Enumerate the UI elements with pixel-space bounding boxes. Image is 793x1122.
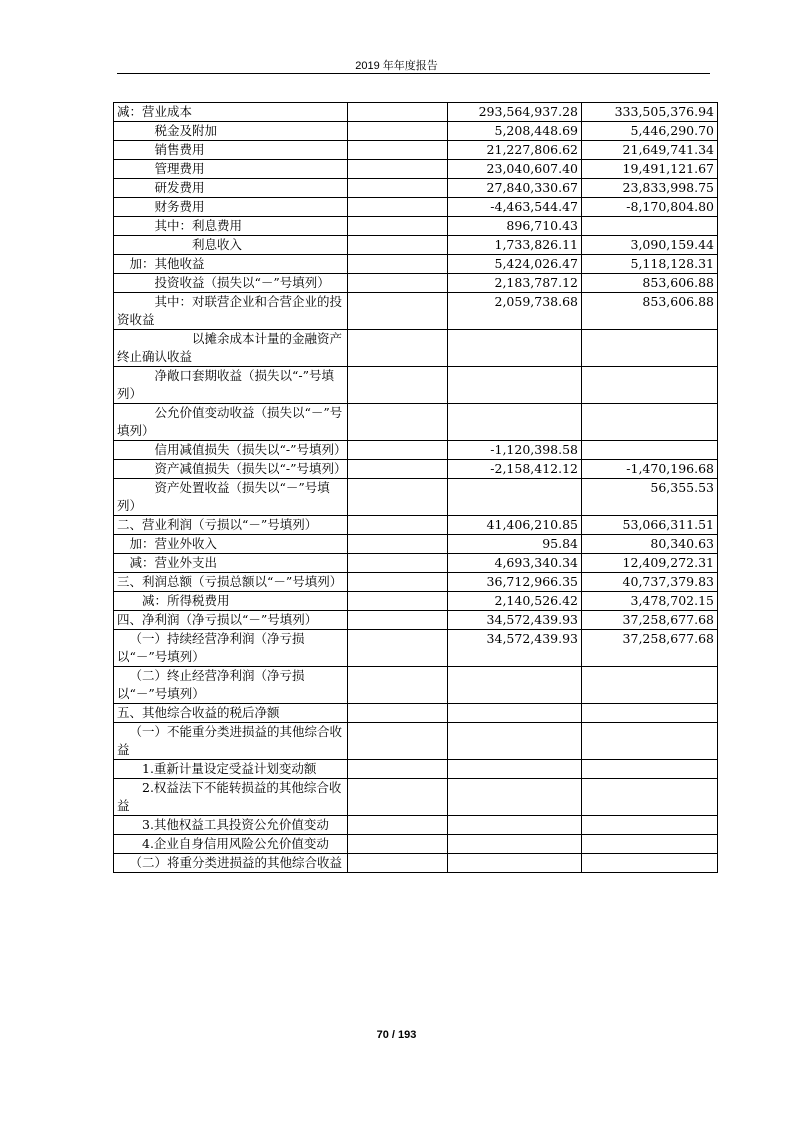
table-row	[114, 198, 718, 217]
row-item-label: 加：营业外收入	[114, 535, 348, 554]
row-current-amount	[448, 330, 582, 367]
table-row	[114, 404, 718, 441]
row-previous-amount	[582, 760, 718, 779]
row-current-amount: 34,572,439.93	[448, 611, 582, 630]
row-current-amount	[448, 704, 582, 723]
table-row	[114, 704, 718, 723]
row-note-cell	[348, 592, 448, 611]
row-previous-amount: 37,258,677.68	[582, 611, 718, 630]
row-note-cell	[348, 198, 448, 217]
table-row	[114, 535, 718, 554]
row-note-cell	[348, 293, 448, 330]
table-row	[114, 293, 718, 330]
row-item-label: （一）持续经营净利润（净亏损以“－”号填列）	[114, 630, 348, 667]
row-item-label: （二）将重分类进损益的其他综合收益	[114, 854, 348, 873]
row-current-amount	[448, 404, 582, 441]
row-item-label: 二、营业利润（亏损以“－”号填列）	[114, 516, 348, 535]
row-note-cell	[348, 704, 448, 723]
row-item-label: 1.重新计量设定受益计划变动额	[114, 760, 348, 779]
row-item-label: 资产减值损失（损失以“-”号填列）	[114, 460, 348, 479]
table-row	[114, 816, 718, 835]
row-note-cell	[348, 516, 448, 535]
table-row	[114, 573, 718, 592]
row-previous-amount: 333,505,376.94	[582, 103, 718, 122]
table-row	[114, 441, 718, 460]
row-note-cell	[348, 122, 448, 141]
table-row	[114, 854, 718, 873]
row-current-amount: 5,424,026.47	[448, 255, 582, 274]
row-previous-amount: 12,409,272.31	[582, 554, 718, 573]
row-previous-amount	[582, 779, 718, 816]
row-previous-amount: 853,606.88	[582, 293, 718, 330]
row-previous-amount: 3,090,159.44	[582, 236, 718, 255]
row-previous-amount: 40,737,379.83	[582, 573, 718, 592]
table-row	[114, 723, 718, 760]
table-row	[114, 103, 718, 122]
row-note-cell	[348, 255, 448, 274]
table-row	[114, 479, 718, 516]
row-previous-amount: 56,355.53	[582, 479, 718, 516]
row-current-amount	[448, 854, 582, 873]
table-row	[114, 122, 718, 141]
row-previous-amount	[582, 330, 718, 367]
row-previous-amount	[582, 404, 718, 441]
row-current-amount: 4,693,340.34	[448, 554, 582, 573]
row-item-label: 减：所得税费用	[114, 592, 348, 611]
row-previous-amount	[582, 854, 718, 873]
page-header: 2019 年年度报告	[355, 60, 438, 72]
row-note-cell	[348, 535, 448, 554]
table-row	[114, 460, 718, 479]
table-row	[114, 667, 718, 704]
row-item-label: 以摊余成本计量的金融资产终止确认收益	[114, 330, 348, 367]
row-note-cell	[348, 367, 448, 404]
row-item-label: （一）不能重分类进损益的其他综合收益	[114, 723, 348, 760]
row-previous-amount: -1,470,196.68	[582, 460, 718, 479]
row-previous-amount: 80,340.63	[582, 535, 718, 554]
row-note-cell	[348, 441, 448, 460]
row-item-label: 四、净利润（净亏损以“－”号填列）	[114, 611, 348, 630]
row-item-label: 销售费用	[114, 141, 348, 160]
row-previous-amount	[582, 217, 718, 236]
row-current-amount: 2,140,526.42	[448, 592, 582, 611]
table-row	[114, 592, 718, 611]
row-item-label: 研发费用	[114, 179, 348, 198]
row-current-amount	[448, 779, 582, 816]
row-current-amount: 23,040,607.40	[448, 160, 582, 179]
row-previous-amount	[582, 835, 718, 854]
row-note-cell	[348, 835, 448, 854]
table-row	[114, 835, 718, 854]
row-previous-amount	[582, 816, 718, 835]
page-number: 70 / 193	[376, 1029, 417, 1041]
row-current-amount	[448, 816, 582, 835]
row-item-label: 财务费用	[114, 198, 348, 217]
row-current-amount	[448, 723, 582, 760]
row-item-label: 加：其他收益	[114, 255, 348, 274]
row-item-label: 公允价值变动收益（损失以“－”号填列）	[114, 404, 348, 441]
row-note-cell	[348, 630, 448, 667]
row-item-label: 投资收益（损失以“－”号填列）	[114, 274, 348, 293]
row-current-amount: 896,710.43	[448, 217, 582, 236]
row-current-amount: 2,059,738.68	[448, 293, 582, 330]
row-item-label: 减：营业成本	[114, 103, 348, 122]
row-item-label: 4.企业自身信用风险公允价值变动	[114, 835, 348, 854]
row-current-amount	[448, 667, 582, 704]
row-previous-amount: 37,258,677.68	[582, 630, 718, 667]
row-item-label: 3.其他权益工具投资公允价值变动	[114, 816, 348, 835]
table-row	[114, 255, 718, 274]
row-current-amount: -2,158,412.12	[448, 460, 582, 479]
row-item-label: 五、其他综合收益的税后净额	[114, 704, 348, 723]
row-current-amount: 41,406,210.85	[448, 516, 582, 535]
row-note-cell	[348, 330, 448, 367]
row-note-cell	[348, 236, 448, 255]
row-current-amount: 1,733,826.11	[448, 236, 582, 255]
row-note-cell	[348, 854, 448, 873]
row-note-cell	[348, 460, 448, 479]
row-item-label: 管理费用	[114, 160, 348, 179]
row-previous-amount: 19,491,121.67	[582, 160, 718, 179]
table-row	[114, 160, 718, 179]
table-row	[114, 217, 718, 236]
row-note-cell	[348, 274, 448, 293]
table-row	[114, 760, 718, 779]
table-row	[114, 141, 718, 160]
table-row	[114, 611, 718, 630]
row-current-amount: 5,208,448.69	[448, 122, 582, 141]
row-note-cell	[348, 179, 448, 198]
row-item-label: 信用减值损失（损失以“-”号填列）	[114, 441, 348, 460]
row-previous-amount	[582, 704, 718, 723]
row-note-cell	[348, 760, 448, 779]
row-previous-amount	[582, 441, 718, 460]
row-previous-amount	[582, 723, 718, 760]
row-previous-amount	[582, 667, 718, 704]
row-current-amount: -1,120,398.58	[448, 441, 582, 460]
row-note-cell	[348, 404, 448, 441]
row-note-cell	[348, 141, 448, 160]
row-current-amount	[448, 835, 582, 854]
row-previous-amount: 21,649,741.34	[582, 141, 718, 160]
row-note-cell	[348, 816, 448, 835]
row-current-amount: 27,840,330.67	[448, 179, 582, 198]
row-current-amount	[448, 479, 582, 516]
row-previous-amount: 5,118,128.31	[582, 255, 718, 274]
row-previous-amount	[582, 367, 718, 404]
row-current-amount: -4,463,544.47	[448, 198, 582, 217]
row-previous-amount: -8,170,804.80	[582, 198, 718, 217]
table-row	[114, 274, 718, 293]
row-item-label: 其中：对联营企业和合营企业的投资收益	[114, 293, 348, 330]
income-statement-table	[113, 102, 718, 873]
row-note-cell	[348, 667, 448, 704]
row-note-cell	[348, 160, 448, 179]
row-item-label: 资产处置收益（损失以“－”号填列）	[114, 479, 348, 516]
table-row	[114, 516, 718, 535]
table-row	[114, 179, 718, 198]
row-item-label: 减：营业外支出	[114, 554, 348, 573]
row-previous-amount: 853,606.88	[582, 274, 718, 293]
row-current-amount	[448, 760, 582, 779]
row-current-amount: 21,227,806.62	[448, 141, 582, 160]
row-note-cell	[348, 779, 448, 816]
row-item-label: （二）终止经营净利润（净亏损以“－”号填列）	[114, 667, 348, 704]
row-current-amount: 34,572,439.93	[448, 630, 582, 667]
row-previous-amount: 53,066,311.51	[582, 516, 718, 535]
income-statement-body	[114, 103, 718, 873]
row-current-amount: 2,183,787.12	[448, 274, 582, 293]
row-note-cell	[348, 217, 448, 236]
row-previous-amount: 3,478,702.15	[582, 592, 718, 611]
table-row	[114, 330, 718, 367]
row-item-label: 利息收入	[114, 236, 348, 255]
row-current-amount: 95.84	[448, 535, 582, 554]
row-note-cell	[348, 611, 448, 630]
row-current-amount: 36,712,966.35	[448, 573, 582, 592]
header-rule	[117, 73, 710, 74]
row-note-cell	[348, 479, 448, 516]
table-row	[114, 779, 718, 816]
row-note-cell	[348, 103, 448, 122]
row-note-cell	[348, 723, 448, 760]
row-previous-amount: 5,446,290.70	[582, 122, 718, 141]
row-current-amount: 293,564,937.28	[448, 103, 582, 122]
row-item-label: 2.权益法下不能转损益的其他综合收益	[114, 779, 348, 816]
row-previous-amount: 23,833,998.75	[582, 179, 718, 198]
row-item-label: 税金及附加	[114, 122, 348, 141]
row-item-label: 其中：利息费用	[114, 217, 348, 236]
row-item-label: 三、利润总额（亏损总额以“－”号填列）	[114, 573, 348, 592]
row-current-amount	[448, 367, 582, 404]
row-item-label: 净敞口套期收益（损失以“-”号填列）	[114, 367, 348, 404]
table-row	[114, 630, 718, 667]
table-row	[114, 554, 718, 573]
row-note-cell	[348, 573, 448, 592]
table-row	[114, 236, 718, 255]
row-note-cell	[348, 554, 448, 573]
table-row	[114, 367, 718, 404]
